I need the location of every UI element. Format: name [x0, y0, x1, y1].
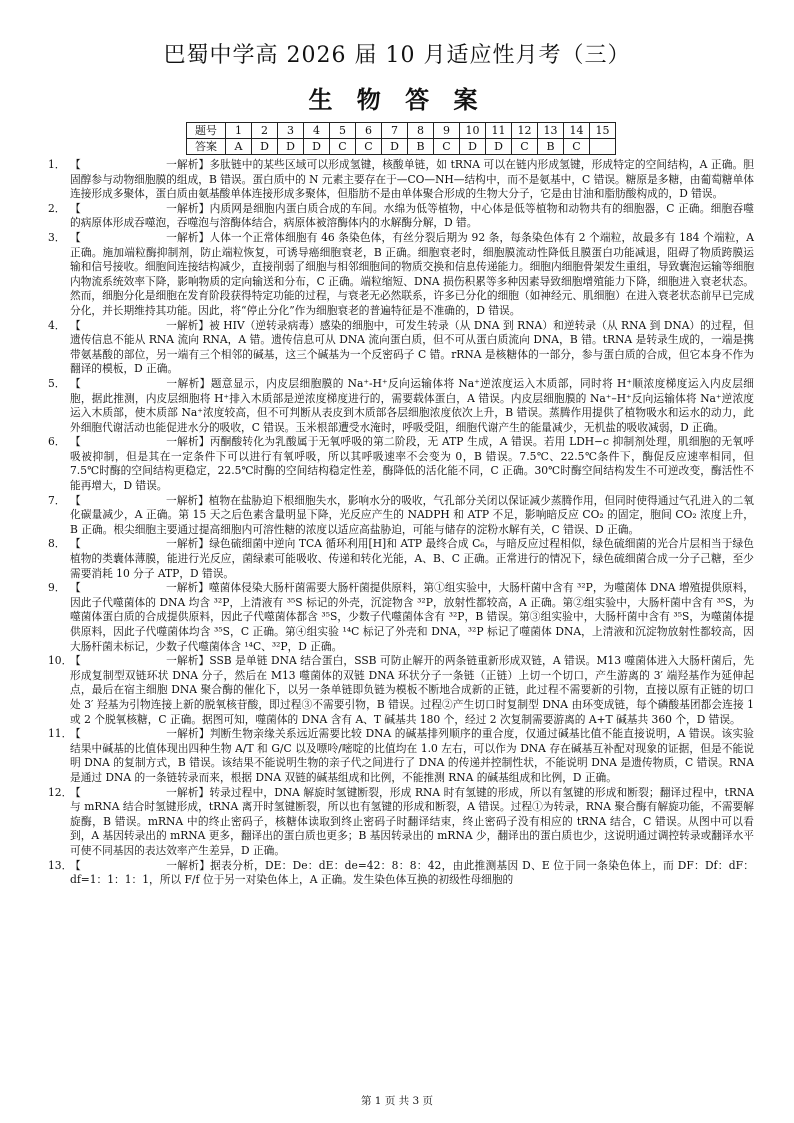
explanation-text: 一解析】噬菌体侵染大肠杆菌需要大肠杆菌提供原料，第①组实验中，大肠杆菌中含有 ³²P，为噬菌体 DNA 增殖提供原料，因此子代噬菌体的 DNA 均含 ³²P，上清液有 ³⁵S 标记的外壳，沉淀物含 ³²P，放射性都较高，A 正确。第②组实验中，大肠杆菌中含有 ³⁵S，为噬菌体蛋白质的合成提供原料，因此子代噬菌体都含 ³⁵S，少数子代噬菌体含有 ³²P，B 错误。第③组实验中，大肠杆菌中含有 ³⁵S，为噬菌体提供原料，因此子代噬菌体均含 ³⁵S，C 正确。第④组实验 ¹⁴C 标记了外壳和 DNA，³²P 标记了噬菌体 DNA，上清液和沉淀物放射性都较高，因大肠杆菌未标记，少数子代噬菌体含 ¹⁴C、³²P，D 正确。 [70, 581, 754, 653]
question-label: 5． [48, 376, 66, 390]
explanation-item [48, 435, 754, 493]
question-label: 1． [48, 158, 66, 171]
explanation-item [48, 786, 754, 859]
explanation-item [48, 319, 754, 377]
explanation-item [48, 231, 754, 319]
question-number: 7 [382, 123, 408, 139]
question-label: 3． [48, 230, 66, 244]
bracket: 【 [70, 376, 81, 390]
explanation-item [48, 537, 754, 581]
question-number: 2 [252, 123, 278, 139]
answer-table-number-row [187, 123, 616, 139]
question-label: 11． [48, 727, 73, 741]
question-number: 8 [408, 123, 434, 139]
answer-cell: A [226, 139, 252, 155]
explanation-item [48, 494, 754, 538]
explanation-item [48, 581, 754, 654]
answer-cell: B [538, 139, 564, 155]
question-label: 2． [48, 201, 66, 215]
explanation-item [48, 859, 754, 888]
answer-cell: D [460, 139, 486, 155]
answer-cell: C [356, 139, 382, 155]
bracket: 【 [70, 537, 81, 551]
question-label: 7． [48, 493, 66, 507]
explanation-item [48, 202, 754, 231]
question-number: 6 [356, 123, 382, 139]
explanation-text: 一解析】判断生物亲缘关系远近需要比较 DNA 的碱基排列顺序的重合度，仅通过碱基比值不能直接说明，A 错误。该实验结果中碱基的比值体现出四种生物 A/T 和 G/C 以及嘌呤/嘧啶的比值均在 1.0 左右，可以作为 DNA 存在碱基互补配对现象的证据，但是不能说明 DNA 的复制方式，B 错误。该结果不能说明生物的亲子代之间进行了 DNA 的传递并控制性状，不能说明 DNA 是遗传物质，C 错误。RNA 是通过 DNA 的一条链转录而来，根据 DNA 双链的碱基组成和比例，不能推测 RNA 的碱基组成和比例，D 正确。 [70, 727, 754, 784]
answer-cell: D [382, 139, 408, 155]
answer-table-answer-row [187, 139, 616, 155]
answer-cell: B [408, 139, 434, 155]
answer-cell: D [278, 139, 304, 155]
answer-cell: C [330, 139, 356, 155]
explanation-item [48, 158, 754, 202]
question-label: 13． [48, 858, 73, 872]
bracket: 【 [70, 158, 81, 171]
question-number: 14 [564, 123, 590, 139]
explanation-text: 一解析】据表分析，DE：De：dE：de=42：8：8：42，由此推测基因 D、E 位于同一条染色体上，而 DF：Df：dF：df=1：1：1：1，所以 F/f 位于另一对染色体上，A 正确。发生染色体互换的初级性母细胞的 [70, 858, 754, 887]
bracket: 【 [70, 318, 81, 332]
question-number: 11 [486, 123, 512, 139]
answer-cell: D [304, 139, 330, 155]
bracket: 【 [70, 727, 81, 741]
bracket: 【 [70, 201, 81, 215]
explanation-item [48, 727, 754, 785]
bracket: 【 [70, 230, 81, 244]
explanation-item [48, 654, 754, 727]
explanation-text: 一解析】人体一个正常体细胞有 46 条染色体，有丝分裂后期为 92 条，每条染色体有 2 个端粒，故最多有 184 个端粒，A 正确。施加端粒酶抑制剂，防止端粒恢复，可诱导癌细胞衰老，B 正确。细胞衰老时，细胞膜流动性降低且膜蛋白功能减退，阻碍了物质跨膜运输和信号接收。细胞间连接结构减少，直接削弱了细胞与相邻细胞间的物质交换和信息传递能力。细胞内细胞骨架发生重组，导致囊泡运输等细胞内物流系统效率下降，影响物质的定向输送和分布，C 正确。端粒缩短、DNA 损伤积累等多种因素导致细胞增殖能力下降，细胞进入衰老状态。然而，细胞分化是细胞在发育阶段获得特定功能的过程，与衰老无必然联系，许多已分化的细胞（如神经元、肌细胞）在进入衰老状态前早已完成分化，并长期维持其功能。因此，将“停止分化”作为细胞衰老的普遍特征是不准确的，D 错误。 [70, 230, 755, 317]
answer-cell: C [564, 139, 590, 155]
explanation-text: 一解析】绿色硫细菌中逆向 TCA 循环利用[H]和 ATP 最终合成 C₆，与暗反应过程相似，绿色硫细菌的光合片层相当于绿色植物的类囊体薄膜，能进行光反应，菌绿素可能吸收、传递和转化光能，A、B、C 正确。正常进行的情况下，绿色硫细菌合成一分子己糖，至少需要消耗 10 分子 ATP，D 错误。 [70, 537, 754, 580]
bracket: 【 [70, 581, 81, 595]
answer-cell-empty [590, 139, 616, 155]
explanation-text: 一解析】多肽链中的某些区域可以形成氢键，核酸单链，如 tRNA 可以在链内形成氢键，形成特定的空间结构，A 正确。胆固醇参与动物细胞膜的组成，B 错误。蛋白质中的 N 元素主要存在于—CO—NH—结构中，而不是氨基中，C 错误。糖原是多糖，由葡萄糖单体连接形成多聚体，蛋白质由氨基酸单体连接形成多聚体，但脂肪不是由单体聚合形成的生物大分子，它是由甘油和脂肪酸构成的，D 错误。 [70, 158, 754, 201]
explanation-item [48, 377, 754, 435]
answer-cell: C [512, 139, 538, 155]
question-number: 10 [460, 123, 486, 139]
question-number: 12 [512, 123, 538, 139]
bracket: 【 [70, 654, 81, 668]
row-label: 题号 [187, 123, 226, 139]
answer-cell: D [252, 139, 278, 155]
page-subtitle: 生 物 答 案 [308, 85, 486, 114]
question-label: 6． [48, 435, 66, 449]
bracket: 【 [70, 435, 81, 449]
question-number: 13 [538, 123, 564, 139]
question-label: 12． [48, 785, 73, 799]
answer-cell: C [434, 139, 460, 155]
question-number: 9 [434, 123, 460, 139]
explanation-text: 一解析】转录过程中，DNA 解旋时氢键断裂，形成 RNA 时有氢键的形成，所以有氢键的形成和断裂；翻译过程中，tRNA 与 mRNA 结合时氢键形成，tRNA 离开时氢键断裂，所以也有氢键的形成和断裂，A 错误。过程①为转录，RNA 聚合酶有解旋功能，不需要解旋酶，B 错误。mRNA 中的终止密码子，核糖体读取到终止密码子时翻译结束，终止密码子没有相应的 tRNA 结合，C 错误。从图中可以看到，A 基因转录出的 mRNA 更多，翻译出的蛋白质也更多；B 基因转录出的 mRNA 少，翻译出的蛋白质也少，这说明通过调控转录或翻译水平可使不同基因的表达效率产生差异，D 正确。 [70, 785, 754, 857]
question-number: 4 [304, 123, 330, 139]
question-number: 1 [226, 123, 252, 139]
explanation-text: 一解析】被 HIV（逆转录病毒）感染的细胞中，可发生转录（从 DNA 到 RNA）和逆转录（从 RNA 到 DNA）的过程，但遗传信息不能从 RNA 流向 RNA，A 错。遗传信息可从 DNA 流向蛋白质，但不可从蛋白质流向 DNA，B 错。tRNA 是转录生成的，一端是携带氨基酸的部位，另一端有三个相邻的碱基，这三个碱基为一个反密码子 C 错。rRNA 是核糖体的一部分，参与蛋白质的合成，但它本身不作为翻译的模板，D 正确。 [70, 318, 754, 376]
bracket: 【 [70, 785, 81, 799]
row-label: 答案 [187, 139, 226, 155]
explanation-text: 一解析】丙酮酸转化为乳酸属于无氧呼吸的第二阶段，无 ATP 生成，A 错误。若用 LDH−c 抑制剂处理，肌细胞的无氧呼吸被抑制，但是其在一定条件下可以进行有氧呼吸，所以其呼吸速率不会变为 0，B 错误。7.5℃、22.5℃条件下，酶促反应速率相同，但 7.5℃时酶的空间结构更稳定，22.5℃时酶的空间结构稳定性差，酶降低的活化能不同，C 正确。30℃时酶空间结构发生不可逆改变，酶活性不能再增大，D 错误。 [70, 435, 754, 493]
explanation-text: 一解析】题意显示，内皮层细胞膜的 Na⁺-H⁺反向运输体将 Na⁺逆浓度运入木质部，同时将 H⁺顺浓度梯度运入内皮层细胞，据此推测，内皮层细胞将 H⁺排入木质部是逆浓度梯度进行的，需要载体蛋白，A 错误。内皮层细胞膜的 Na⁺–H⁺反向运输体将 Na⁺逆浓度运入木质部，使木质部 Na⁺浓度较高，但不可判断从表皮到木质部各层细胞浓度依次上升，B 错误。蒸腾作用提供了植物吸水和运水的动力，此外细胞代谢活动也能促进水分的吸收，C 错误。玉米根部遭受水淹时，呼吸受阻，细胞代谢产生的能量减少，无机盐的吸收减弱，D 正确。 [70, 376, 754, 434]
page-title: 巴蜀中学高 2026 届 10 月适应性月考（三） [163, 43, 631, 68]
question-label: 9． [48, 581, 66, 595]
bracket: 【 [70, 858, 81, 872]
explanations [48, 158, 754, 888]
explanation-text: 一解析】SSB 是单链 DNA 结合蛋白，SSB 可防止解开的两条链重新形成双链，A 错误。M13 噬菌体进入大肠杆菌后，先形成复制型双链环状 DNA 分子，然后在 M13 噬菌体的双链 DNA 环状分子一条链（正链）上切一个切口，产生游离的 3′ 端羟基作为延伸起点，最后在宿主细胞 DNA 聚合酶的催化下，以另一条单链即负链为模板不断地合成新的正链，此过程不需要新的引物，直接以原有正链的切口处 3′ 羟基为引物连接上新的脱氧核苷酸，即过程③不需要引物，B 错误。过程②产生切口时复制型 DNA 由环变成链，每个磷酸基团都会连接 1 或 2 个脱氧核糖，C 正确。据图可知，噬菌体的 DNA 含有 A、T 碱基共 180 个，经过 2 次复制需要游离的 A+T 碱基共 360 个，D 错误。 [70, 654, 754, 726]
question-number: 15 [590, 123, 616, 139]
question-number: 3 [278, 123, 304, 139]
page-footer: 第 1 页 共 3 页 [360, 1095, 434, 1107]
question-label: 8． [48, 537, 66, 551]
question-label: 10． [48, 654, 73, 668]
answer-cell: D [486, 139, 512, 155]
answer-table [186, 122, 616, 155]
question-label: 4． [48, 318, 66, 332]
bracket: 【 [70, 493, 81, 507]
explanation-text: 一解析】植物在盐胁迫下根细胞失水，影响水分的吸收，气孔部分关闭以保证减少蒸腾作用，但同时使得通过气孔进入的二氧化碳量减少，A 正确。第 15 天之后色素含量明显下降，光反应产生的 NADPH 和 ATP 不足，影响暗反应 CO₂ 的固定，胞间 CO₂ 浓度上升，B 正确。根尖细胞主要通过提高细胞内可溶性糖的浓度以适应高盐胁迫，可能与储存的淀粉水解有关，C 错误、D 正确。 [70, 493, 754, 536]
explanation-text: 一解析】内质网是细胞内蛋白质合成的车间。水绵为低等植物，中心体是低等植物和动物共有的细胞器，C 正确。细胞吞噬的病原体形成吞噬泡，吞噬泡与溶酶体结合，病原体被溶酶体内的水解酶分解，D 错。 [70, 201, 754, 230]
question-number: 5 [330, 123, 356, 139]
